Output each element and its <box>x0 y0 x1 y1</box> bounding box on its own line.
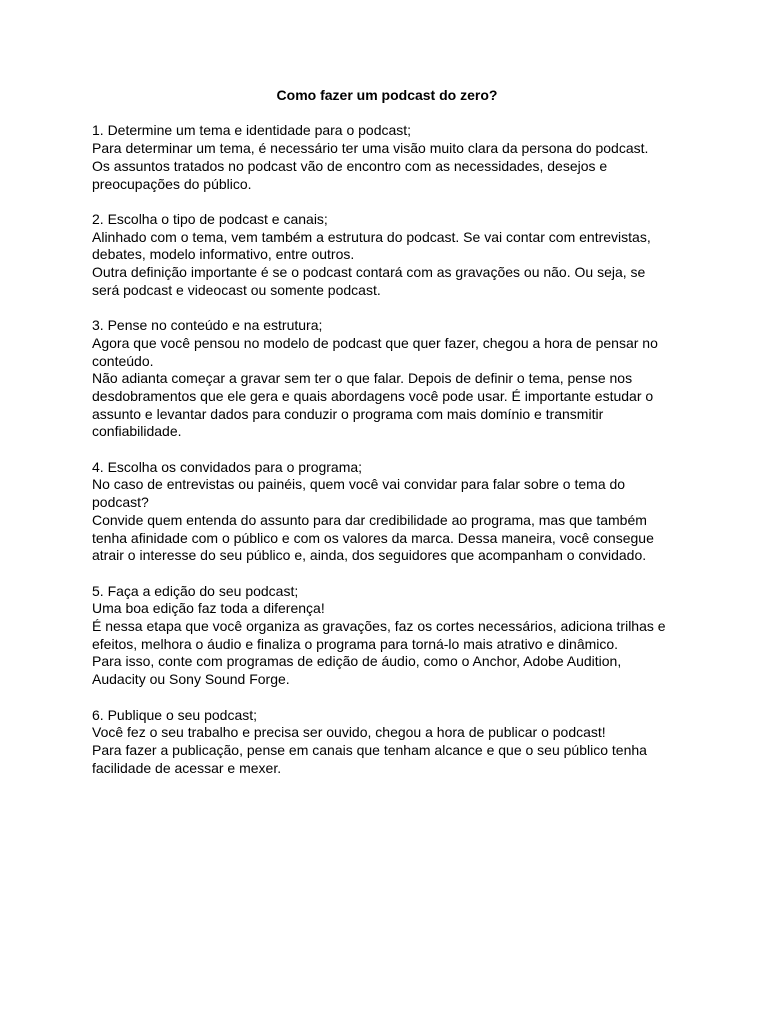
section-heading: 3. Pense no conteúdo e na estrutura; <box>92 317 323 334</box>
paragraph-line: Os assuntos tratados no podcast vão de encontro com as necessidades, desejos e <box>92 157 608 174</box>
section-heading: 4. Escolha os convidados para o programa; <box>92 458 363 475</box>
paragraph-line: facilidade de acessar e mexer. <box>92 759 282 776</box>
paragraph-line: Agora que você pensou no modelo de podcast que quer fazer, chegou a hora de pensar no <box>92 334 658 351</box>
paragraph-line: preocupações do público. <box>92 175 252 192</box>
section-3 <box>92 317 682 441</box>
paragraph-line: Para fazer a publicação, pense em canais que tenham alcance e que o seu público tenha <box>92 741 647 758</box>
paragraph-line: No caso de entrevistas ou painéis, quem você vai convidar para falar sobre o tema do <box>92 476 626 493</box>
paragraph-line: confiabilidade. <box>92 423 182 440</box>
paragraph-line: Audacity ou Sony Sound Forge. <box>92 671 290 688</box>
paragraph-line: Você fez o seu trabalho e precisa ser ouvido, chegou a hora de publicar o podcast! <box>92 724 606 741</box>
paragraph-line: será podcast e videocast ou somente podcast. <box>92 281 381 298</box>
paragraph-line: Outra definição importante é se o podcast contará com as gravações ou não. Ou seja, se <box>92 264 646 280</box>
paragraph-line: desdobramentos que ele gera e quais abordagens você pode usar. É importante estudar o <box>92 387 654 404</box>
paragraph-line: efeitos, melhora o áudio e finaliza o programa para torná-lo mais atrativo e dinâmico. <box>92 635 619 652</box>
paragraph-line: Não adianta começar a gravar sem ter o que falar. Depois de definir o tema, pense nos <box>92 370 633 387</box>
section-heading: 5. Faça a edição do seu podcast; <box>92 582 299 599</box>
section-4 <box>92 459 682 565</box>
paragraph-line: podcast? <box>92 494 149 511</box>
paragraph-line: atrair o interesse do seu público e, ainda, dos seguidores que acompanham o convidado. <box>92 547 647 564</box>
section-heading: 2. Escolha o tipo de podcast e canais; <box>92 210 328 227</box>
paragraph-line: Para determinar um tema, é necessário ter uma visão muito clara da persona do podcast. <box>92 140 649 157</box>
paragraph-line: assunto e levantar dados para conduzir o programa com mais domínio e transmitir <box>92 405 604 422</box>
section-2 <box>92 211 682 300</box>
paragraph-line: Convide quem entenda do assunto para dar credibilidade ao programa, mas que também <box>92 511 647 528</box>
document-page <box>92 87 682 795</box>
section-heading: 6. Publique o seu podcast; <box>92 706 258 723</box>
paragraph-line: Alinhado com o tema, vem também a estrutura do podcast. Se vai contar com entrevistas, <box>92 228 651 245</box>
paragraph-line: conteúdo. <box>92 352 154 369</box>
section-1 <box>92 122 682 193</box>
section-5 <box>92 583 682 689</box>
document-title: Como fazer um podcast do zero? <box>276 87 498 103</box>
document-body <box>92 122 682 777</box>
paragraph-line: Para isso, conte com programas de edição de áudio, como o Anchor, Adobe Audition, <box>92 653 622 670</box>
paragraph-line: debates, modelo informativo, entre outros. <box>92 246 355 263</box>
paragraph-line: tenha afinidade com o público e com os valores da marca. Dessa maneira, você consegue <box>92 529 654 546</box>
paragraph-line: É nessa etapa que você organiza as gravações, faz os cortes necessários, adiciona trilhas e <box>92 618 666 635</box>
section-heading: 1. Determine um tema e identidade para o podcast; <box>92 122 412 139</box>
section-6 <box>92 707 682 778</box>
paragraph-line: Uma boa edição faz toda a diferença! <box>92 600 325 617</box>
